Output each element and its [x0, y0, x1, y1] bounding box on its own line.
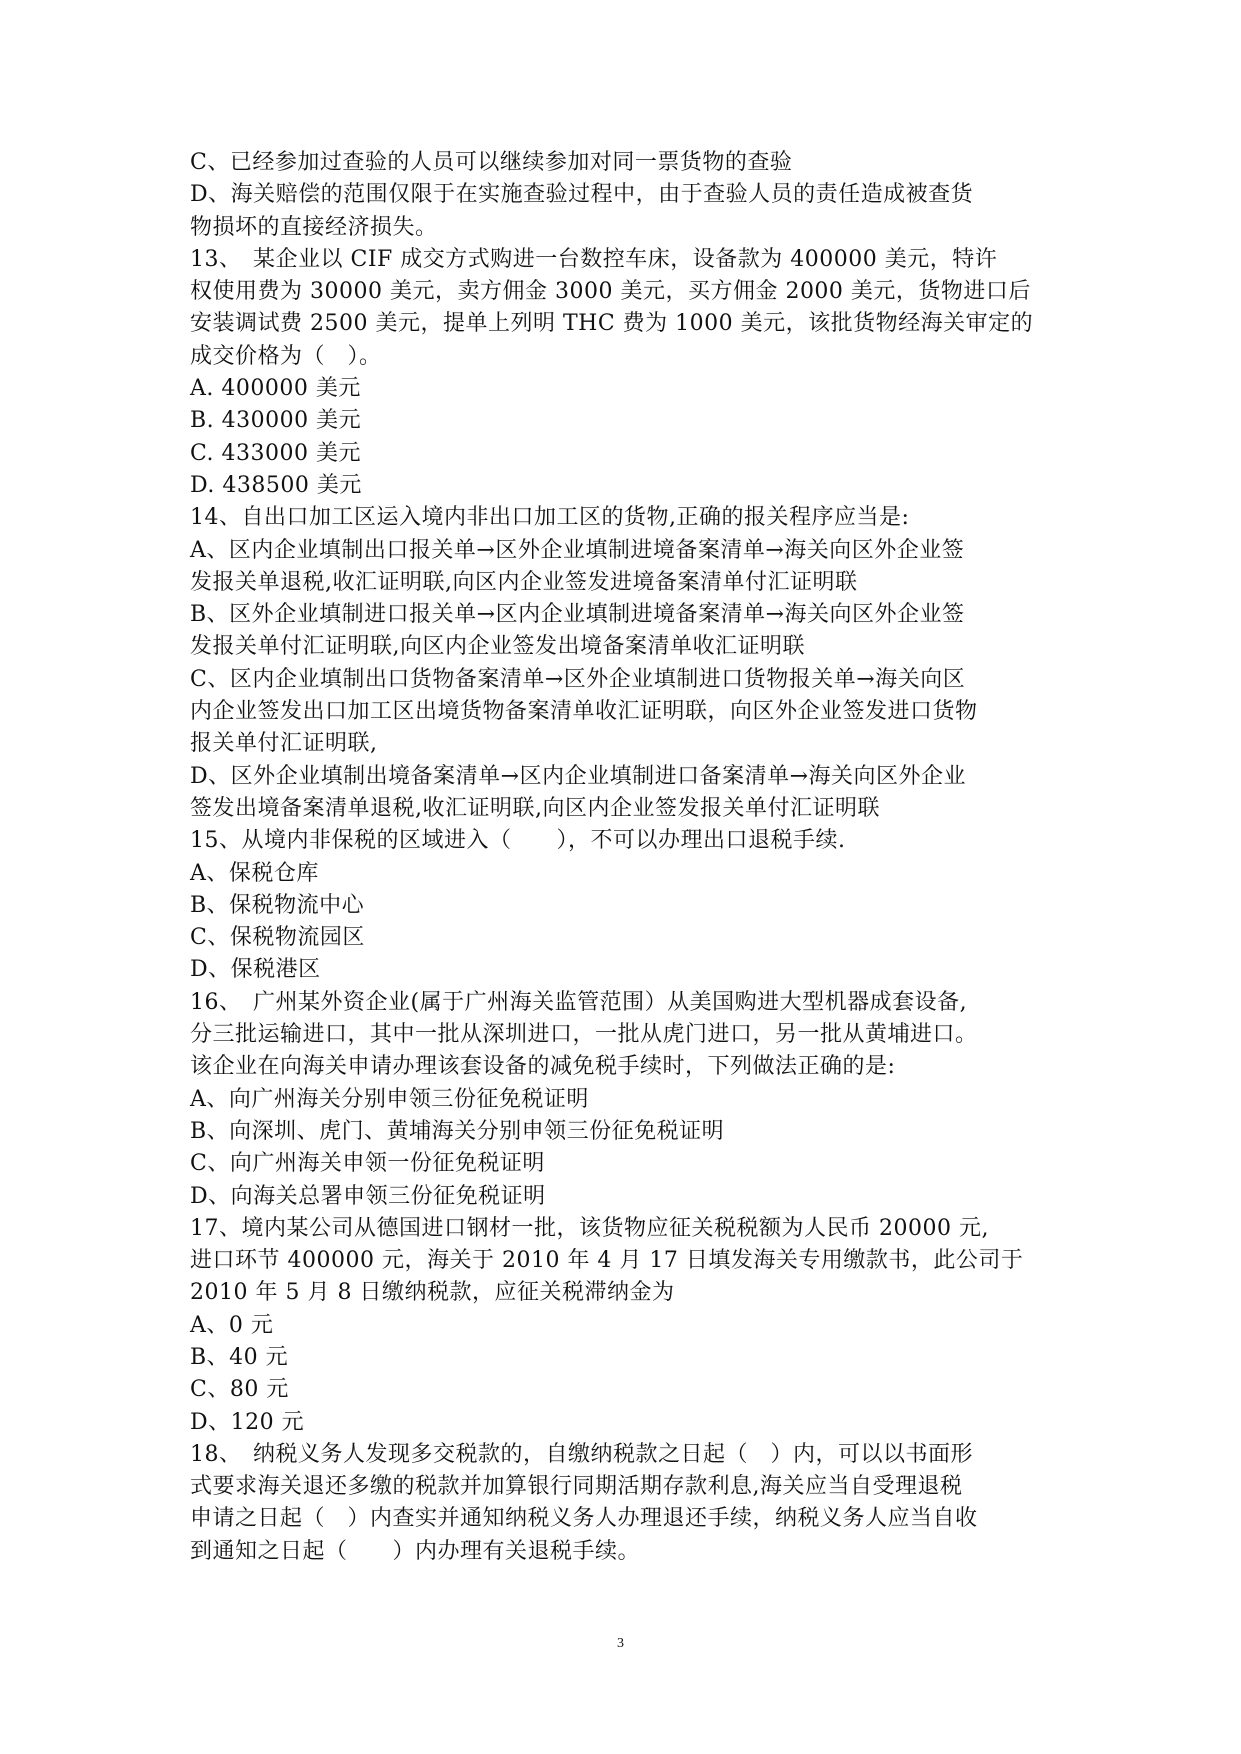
text-line: 进口环节 400000 元，海关于 2010 年 4 月 17 日填发海关专用缴款书，此公司于	[190, 1248, 1024, 1274]
text-line: 18、 纳税义务人发现多交税款的，自缴纳税款之日起（ ）内，可以以书面形	[190, 1441, 973, 1467]
text-line: B、40 元	[190, 1344, 289, 1370]
text-line: B. 430000 美元	[190, 408, 362, 434]
text-line: 到通知之日起（ ）内办理有关退税手续。	[190, 1538, 641, 1564]
document-body	[190, 147, 1070, 1568]
text-line: C、80 元	[190, 1377, 289, 1403]
text-line: C、区内企业填制出口货物备案清单→区外企业填制进口货物报关单→海关向区	[190, 666, 966, 692]
text-line: 报关单付汇证明联,	[190, 731, 378, 757]
text-line: 物损坏的直接经济损失。	[190, 214, 438, 240]
text-line: B、向深圳、虎门、黄埔海关分别申领三份征免税证明	[190, 1118, 725, 1144]
text-line: 发报关单付汇证明联,向区内企业签发出境备案清单收汇证明联	[190, 634, 805, 660]
text-line: 14、自出口加工区运入境内非出口加工区的货物,正确的报关程序应当是:	[190, 505, 910, 531]
text-line: 签发出境备案清单退税,收汇证明联,向区内企业签发报关单付汇证明联	[190, 795, 880, 821]
text-line: 式要求海关退还多缴的税款并加算银行同期活期存款利息,海关应当自受理退税	[190, 1474, 963, 1500]
text-line: A、0 元	[190, 1312, 274, 1338]
text-line: 分三批运输进口，其中一批从深圳进口，一批从虎门进口，另一批从黄埔进口。	[190, 1022, 978, 1048]
text-line: 安装调试费 2500 美元，提单上列明 THC 费为 1000 美元，该批货物经海关审定的	[190, 311, 1034, 337]
text-line: 申请之日起（ ）内查实并通知纳税义务人办理退还手续，纳税义务人应当自收	[190, 1506, 978, 1532]
text-line: D、区外企业填制出境备案清单→区内企业填制进口备案清单→海关向区外企业	[190, 763, 967, 789]
text-line: A. 400000 美元	[190, 376, 361, 402]
text-line: 权使用费为 30000 美元，卖方佣金 3000 美元，买方佣金 2000 美元，货物进口后	[190, 279, 1031, 305]
text-line: D、120 元	[190, 1409, 305, 1435]
text-line: D、海关赔偿的范围仅限于在实施查验过程中，由于查验人员的责任造成被查货	[190, 182, 974, 208]
text-line: 16、 广州某外资企业(属于广州海关监管范围）从美国购进大型机器成套设备,	[190, 989, 968, 1015]
page-number: 3	[617, 1636, 624, 1651]
text-line: A、向广州海关分别申领三份征免税证明	[190, 1086, 589, 1112]
text-line: D、向海关总署申领三份征免税证明	[190, 1183, 546, 1209]
text-line: C. 433000 美元	[190, 440, 362, 466]
text-line: 15、从境内非保税的区域进入（ ），不可以办理出口退税手续.	[190, 828, 846, 854]
text-line: A、区内企业填制出口报关单→区外企业填制进境备案清单→海关向区外企业签	[190, 537, 965, 563]
text-line: 内企业签发出口加工区出境货物备案清单收汇证明联，向区外企业签发进口货物	[190, 699, 978, 725]
text-line: D. 438500 美元	[190, 472, 362, 498]
text-line: C、已经参加过查验的人员可以继续参加对同一票货物的查验	[190, 150, 793, 175]
text-line: B、保税物流中心	[190, 892, 365, 918]
text-line: 发报关单退税,收汇证明联,向区内企业签发进境备案清单付汇证明联	[190, 569, 858, 595]
text-line: 该企业在向海关申请办理该套设备的减免税手续时，下列做法正确的是:	[190, 1054, 896, 1080]
text-line: 13、 某企业以 CIF 成交方式购进一台数控车床，设备款为 400000 美元，特许	[190, 246, 998, 272]
text-line: B、区外企业填制进口报关单→区内企业填制进境备案清单→海关向区外企业签	[190, 602, 965, 628]
text-line: 成交价格为（ ）。	[190, 343, 382, 369]
text-line: C、保税物流园区	[190, 925, 365, 951]
text-line: A、保税仓库	[190, 860, 319, 886]
text-line: D、保税港区	[190, 957, 321, 983]
text-line: C、向广州海关申领一份征免税证明	[190, 1151, 545, 1177]
text-line: 17、境内某公司从德国进口钢材一批，该货物应征关税税额为人民币 20000 元,	[190, 1215, 989, 1241]
text-line: 2010 年 5 月 8 日缴纳税款，应征关税滞纳金为	[190, 1280, 675, 1306]
